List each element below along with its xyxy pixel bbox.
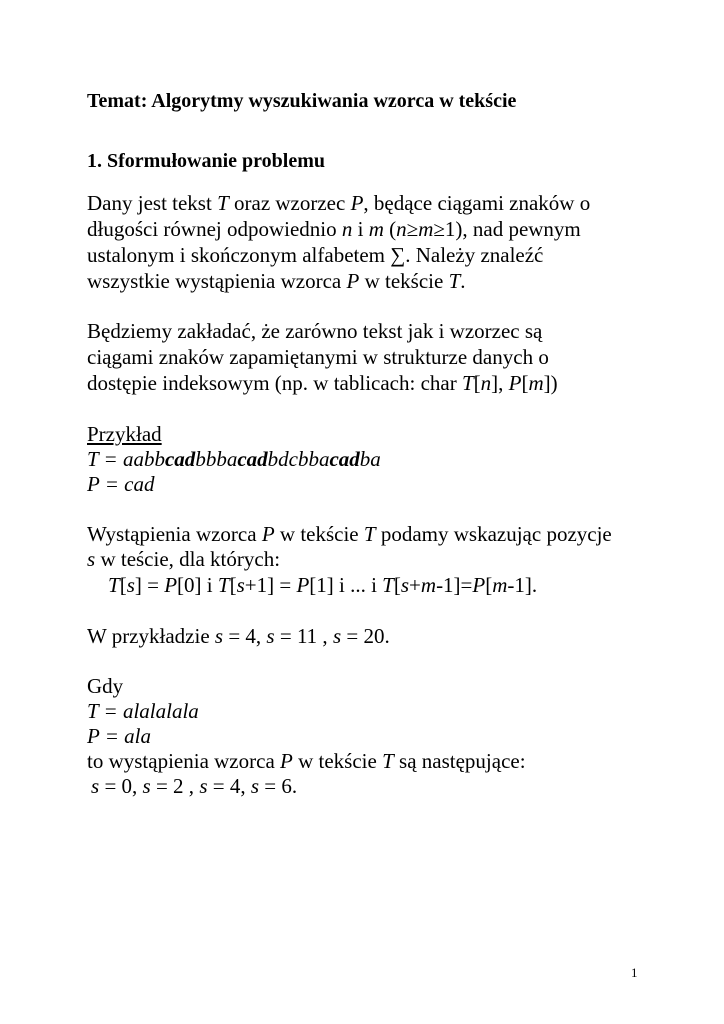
paragraph-line: wszystkie wystąpienia wzorca P w tekście T.	[87, 269, 466, 293]
paragraph-line: dostępie indeksowym (np. w tablicach: char T[n], P[m])	[87, 371, 558, 395]
paragraph-line: ciągami znaków zapamiętanymi w strukturze danych o	[87, 345, 549, 369]
example-text-line: T = aabbcadbbbacadbdcbbacadba	[87, 447, 381, 471]
paragraph-line: s w teście, dla których:	[87, 547, 281, 571]
paragraph-line: Dany jest tekst T oraz wzorzec P, będące ciągami znaków o	[87, 191, 591, 215]
paragraph-line: Będziemy zakładać, że zarówno tekst jak i wzorzec są	[87, 319, 543, 343]
example-pattern-line: P = ala	[87, 724, 151, 748]
formula-line: T[s] = P[0] i T[s+1] = P[1] i ... i T[s+m-1]=P[m-1].	[108, 573, 538, 597]
example-pattern-line: P = cad	[87, 472, 155, 496]
document-title: Temat: Algorytmy wyszukiwania wzorca w tekście	[87, 90, 517, 112]
example-label: Przykład	[87, 422, 162, 446]
paragraph-line: Wystąpienia wzorca P w tekście T podamy wskazując pozycje	[87, 522, 612, 546]
example-text-line: T = alalalala	[87, 699, 199, 723]
paragraph-line: s = 0, s = 2 , s = 4, s = 6.	[91, 774, 298, 798]
page-number: 1	[631, 965, 638, 980]
paragraph-line: W przykładzie s = 4, s = 11 , s = 20.	[87, 624, 390, 648]
paragraph-line: ustalonym i skończonym alfabetem ∑. Należy znaleźć	[87, 243, 544, 267]
section-heading: 1. Sformułowanie problemu	[87, 150, 325, 172]
paragraph-line: Gdy	[87, 674, 124, 698]
paragraph-line: długości równej odpowiednio n i m (n≥m≥1), nad pewnym	[87, 217, 581, 241]
paragraph-line: to wystąpienia wzorca P w tekście T są następujące:	[87, 749, 526, 773]
